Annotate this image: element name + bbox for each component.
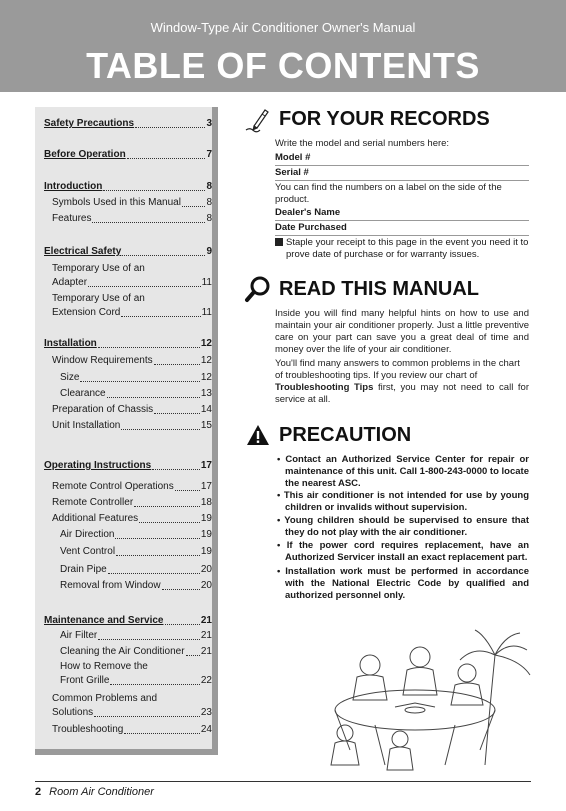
toc-page-number: 21 bbox=[200, 630, 212, 641]
manual-paragraph-2: You'll find many answers to common problems in the chart of troubleshooting tips. If you review our chart of bbox=[275, 358, 520, 381]
toc-page-number: 19 bbox=[200, 546, 212, 557]
pen-icon bbox=[240, 106, 272, 141]
toc-leader-dots bbox=[135, 127, 205, 128]
toc-leader-dots bbox=[116, 555, 200, 556]
precaution-item-text: If the power cord requires replacement, have an Authorized Servicer install an exact replacement part. bbox=[285, 540, 529, 563]
toc-entry-title: Features bbox=[52, 213, 92, 224]
toc-entry-title: Remote Controller bbox=[52, 497, 134, 508]
toc-entry bbox=[52, 292, 212, 320]
toc-entry bbox=[52, 496, 212, 510]
precaution-item bbox=[275, 490, 529, 514]
toc-entry bbox=[60, 371, 212, 385]
toc-page-number: 7 bbox=[206, 149, 212, 160]
toc-page-number: 8 bbox=[206, 213, 212, 224]
toc-entry bbox=[44, 180, 212, 194]
toc-leader-dots bbox=[162, 589, 200, 590]
toc-page-number: 21 bbox=[200, 615, 212, 626]
toc-leader-dots bbox=[122, 255, 205, 256]
manual-title: READ THIS MANUAL bbox=[279, 278, 479, 300]
serial-field: Serial # bbox=[275, 167, 529, 181]
toc-leader-dots bbox=[121, 429, 200, 430]
toc-entry bbox=[60, 387, 212, 401]
precaution-item-text: Installation work must be performed in accordance with the National Electric Code by qualified and authorized personnel only. bbox=[285, 566, 529, 601]
toc-page-number: 23 bbox=[200, 707, 212, 718]
toc-page-number: 20 bbox=[200, 564, 212, 575]
toc-entry-title: Electrical Safety bbox=[44, 246, 122, 257]
toc-entry bbox=[44, 614, 212, 628]
toc-entry bbox=[44, 117, 212, 131]
toc-page-number: 19 bbox=[200, 529, 212, 540]
toc-leader-dots bbox=[115, 538, 199, 539]
toc-leader-dots bbox=[154, 413, 200, 414]
toc-entry bbox=[52, 419, 212, 433]
toc-entry bbox=[52, 403, 212, 417]
table-of-contents bbox=[35, 107, 218, 755]
footer-label: Room Air Conditioner bbox=[49, 786, 154, 798]
toc-entry-line-1: How to Remove the bbox=[60, 661, 148, 672]
toc-entry-title: Cleaning the Air Conditioner bbox=[60, 646, 185, 657]
toc-page-number: 24 bbox=[200, 724, 212, 735]
toc-entry-title: Size bbox=[60, 372, 80, 383]
bullet-dot-icon: • bbox=[277, 490, 284, 501]
toc-entry-title: Safety Precautions bbox=[44, 118, 135, 129]
toc-entry bbox=[52, 354, 212, 368]
toc-entry-title: Before Operation bbox=[44, 149, 126, 160]
toc-page-number: 14 bbox=[200, 404, 212, 415]
toc-entry-title: Clearance bbox=[60, 388, 106, 399]
toc-entry-title: Vent Control bbox=[60, 546, 116, 557]
toc-page-number: 9 bbox=[206, 246, 212, 257]
toc-page-number: 8 bbox=[206, 197, 212, 208]
toc-leader-dots bbox=[98, 639, 200, 640]
toc-entry bbox=[44, 245, 212, 259]
toc-entry-title: Preparation of Chassis bbox=[52, 404, 154, 415]
toc-entry-title: Installation bbox=[44, 338, 97, 349]
toc-entry bbox=[60, 660, 212, 688]
toc-leader-dots bbox=[165, 624, 200, 625]
toc-leader-dots bbox=[124, 733, 200, 734]
toc-page-number: 3 bbox=[206, 118, 212, 129]
bullet-dot-icon: • bbox=[277, 566, 286, 577]
toc-entry bbox=[60, 579, 212, 593]
toc-entry-title: Symbols Used in this Manual bbox=[52, 197, 181, 208]
toc-entry bbox=[44, 459, 212, 473]
toc-page-number: 11 bbox=[201, 307, 212, 318]
label-location-text: You can find the numbers on a label on the side of the product. bbox=[275, 182, 502, 205]
precaution-item bbox=[275, 566, 529, 602]
toc-leader-dots bbox=[186, 655, 200, 656]
toc-entry-title: Troubleshooting bbox=[52, 724, 124, 735]
toc-page-number: 20 bbox=[200, 580, 212, 591]
toc-entry-title: Unit Installation bbox=[52, 420, 121, 431]
toc-page-number: 18 bbox=[200, 497, 212, 508]
toc-leader-dots bbox=[88, 286, 201, 287]
toc-entry-title: Additional Features bbox=[52, 513, 139, 524]
toc-page-number: 19 bbox=[200, 513, 212, 524]
toc-entry bbox=[60, 545, 212, 559]
toc-leader-dots bbox=[134, 506, 200, 507]
toc-entry-title: Removal from Window bbox=[60, 580, 161, 591]
toc-page-number: 21 bbox=[200, 646, 212, 657]
toc-page-number: 17 bbox=[200, 481, 212, 492]
toc-entry-title: Window Requirements bbox=[52, 355, 153, 366]
toc-leader-dots bbox=[92, 222, 205, 223]
toc-leader-dots bbox=[110, 684, 199, 685]
toc-page-number: 12 bbox=[200, 372, 212, 383]
model-field: Model # bbox=[275, 152, 529, 166]
toc-entry bbox=[52, 480, 212, 494]
manual-paragraph-3-rest: first, you may not need to call for service at all. bbox=[275, 382, 529, 405]
dealer-name-field: Dealer's Name bbox=[275, 207, 529, 221]
date-purchased-field: Date Purchased bbox=[275, 222, 529, 236]
precaution-item-text: Young children should be supervised to ensure that they do not play with the air conditioner. bbox=[284, 515, 529, 538]
bullet-dot-icon: • bbox=[277, 454, 286, 465]
toc-leader-dots bbox=[175, 490, 200, 491]
page-footer bbox=[35, 786, 154, 798]
toc-entry-title: Operating Instructions bbox=[44, 460, 152, 471]
toc-entry bbox=[52, 723, 212, 737]
toc-entry bbox=[60, 563, 212, 577]
records-intro: Write the model and serial numbers here: bbox=[275, 138, 450, 149]
toc-leader-dots bbox=[182, 206, 205, 207]
toc-leader-dots bbox=[152, 469, 200, 470]
toc-entry-line-1: Temporary Use of an bbox=[52, 293, 145, 304]
precaution-item bbox=[275, 540, 529, 564]
bullet-dot-icon: • bbox=[277, 540, 287, 551]
page-number: 2 bbox=[35, 786, 42, 798]
toc-entry bbox=[52, 196, 212, 210]
precaution-item-text: This air conditioner is not intended for use by young children or invalids without supervision. bbox=[283, 490, 530, 513]
toc-entry bbox=[60, 528, 212, 542]
toc-leader-dots bbox=[127, 158, 206, 159]
staple-receipt-text: Staple your receipt to this page in the event you need it to prove date of purchase or for warranty issues. bbox=[286, 237, 529, 260]
toc-leader-dots bbox=[154, 364, 200, 365]
toc-entry-line-2: Solutions bbox=[52, 707, 94, 718]
toc-leader-dots bbox=[139, 522, 200, 523]
precaution-item-text: Contact an Authorized Service Center for repair or maintenance of this unit. Call 1-800-243-0000 to locate the nearest ASC. bbox=[285, 454, 529, 489]
toc-page-number: 17 bbox=[200, 460, 212, 471]
toc-leader-dots bbox=[80, 381, 199, 382]
toc-entry bbox=[52, 212, 212, 226]
toc-leader-dots bbox=[103, 190, 205, 191]
toc-entry bbox=[44, 148, 212, 162]
precaution-title: PRECAUTION bbox=[279, 424, 412, 446]
troubleshooting-tips-ref: Troubleshooting Tips bbox=[275, 382, 374, 393]
toc-leader-dots bbox=[107, 397, 200, 398]
toc-page-number: 15 bbox=[200, 420, 212, 431]
toc-entry-line-2: Front Grille bbox=[60, 675, 110, 686]
toc-leader-dots bbox=[108, 573, 200, 574]
manual-paragraph-1: Inside you will find many helpful hints on how to use and maintain your air conditioner properly. Just a little preventive care on your part can save you a great deal of time and money over the life of your air conditioner. bbox=[275, 308, 529, 355]
toc-entry bbox=[60, 645, 212, 659]
warning-icon bbox=[246, 424, 270, 451]
square-bullet-icon bbox=[275, 238, 283, 246]
bullet-dot-icon: • bbox=[277, 515, 285, 526]
toc-leader-dots bbox=[98, 347, 200, 348]
toc-entry-title: Air Filter bbox=[60, 630, 98, 641]
toc-entry-title: Maintenance and Service bbox=[44, 615, 164, 626]
toc-entry-line-2: Extension Cord bbox=[52, 307, 121, 318]
page-title: TABLE OF CONTENTS bbox=[86, 45, 480, 86]
page-header bbox=[0, 0, 566, 92]
manual-paragraph-3 bbox=[275, 382, 529, 406]
precaution-item bbox=[275, 454, 529, 490]
toc-entry bbox=[60, 629, 212, 643]
toc-entry-line-1: Temporary Use of an bbox=[52, 263, 145, 274]
toc-entry bbox=[52, 512, 212, 526]
toc-entry-title: Remote Control Operations bbox=[52, 481, 174, 492]
toc-entry bbox=[44, 337, 212, 351]
toc-entry-title: Introduction bbox=[44, 181, 103, 192]
toc-page-number: 22 bbox=[200, 675, 212, 686]
toc-entry-title: Air Direction bbox=[60, 529, 115, 540]
toc-entry bbox=[52, 692, 212, 720]
manual-subtitle: Window-Type Air Conditioner Owner's Manual bbox=[150, 20, 416, 35]
toc-page-number: 13 bbox=[200, 388, 212, 399]
toc-entry-line-2: Adapter bbox=[52, 277, 88, 288]
toc-leader-dots bbox=[94, 716, 200, 717]
precaution-item bbox=[275, 515, 529, 539]
toc-page-number: 12 bbox=[200, 355, 212, 366]
toc-entry-line-1: Common Problems and bbox=[52, 693, 158, 704]
magnifier-icon bbox=[244, 275, 272, 308]
toc-entry bbox=[52, 262, 212, 290]
toc-entry-title: Drain Pipe bbox=[60, 564, 107, 575]
toc-leader-dots bbox=[121, 316, 200, 317]
footer-rule bbox=[35, 781, 531, 782]
staple-receipt-note bbox=[275, 237, 529, 261]
records-title: FOR YOUR RECORDS bbox=[279, 108, 490, 130]
toc-page-number: 12 bbox=[200, 338, 212, 349]
toc-page-number: 8 bbox=[206, 181, 212, 192]
toc-page-number: 11 bbox=[201, 277, 212, 288]
picnic-illustration-image bbox=[295, 615, 535, 775]
